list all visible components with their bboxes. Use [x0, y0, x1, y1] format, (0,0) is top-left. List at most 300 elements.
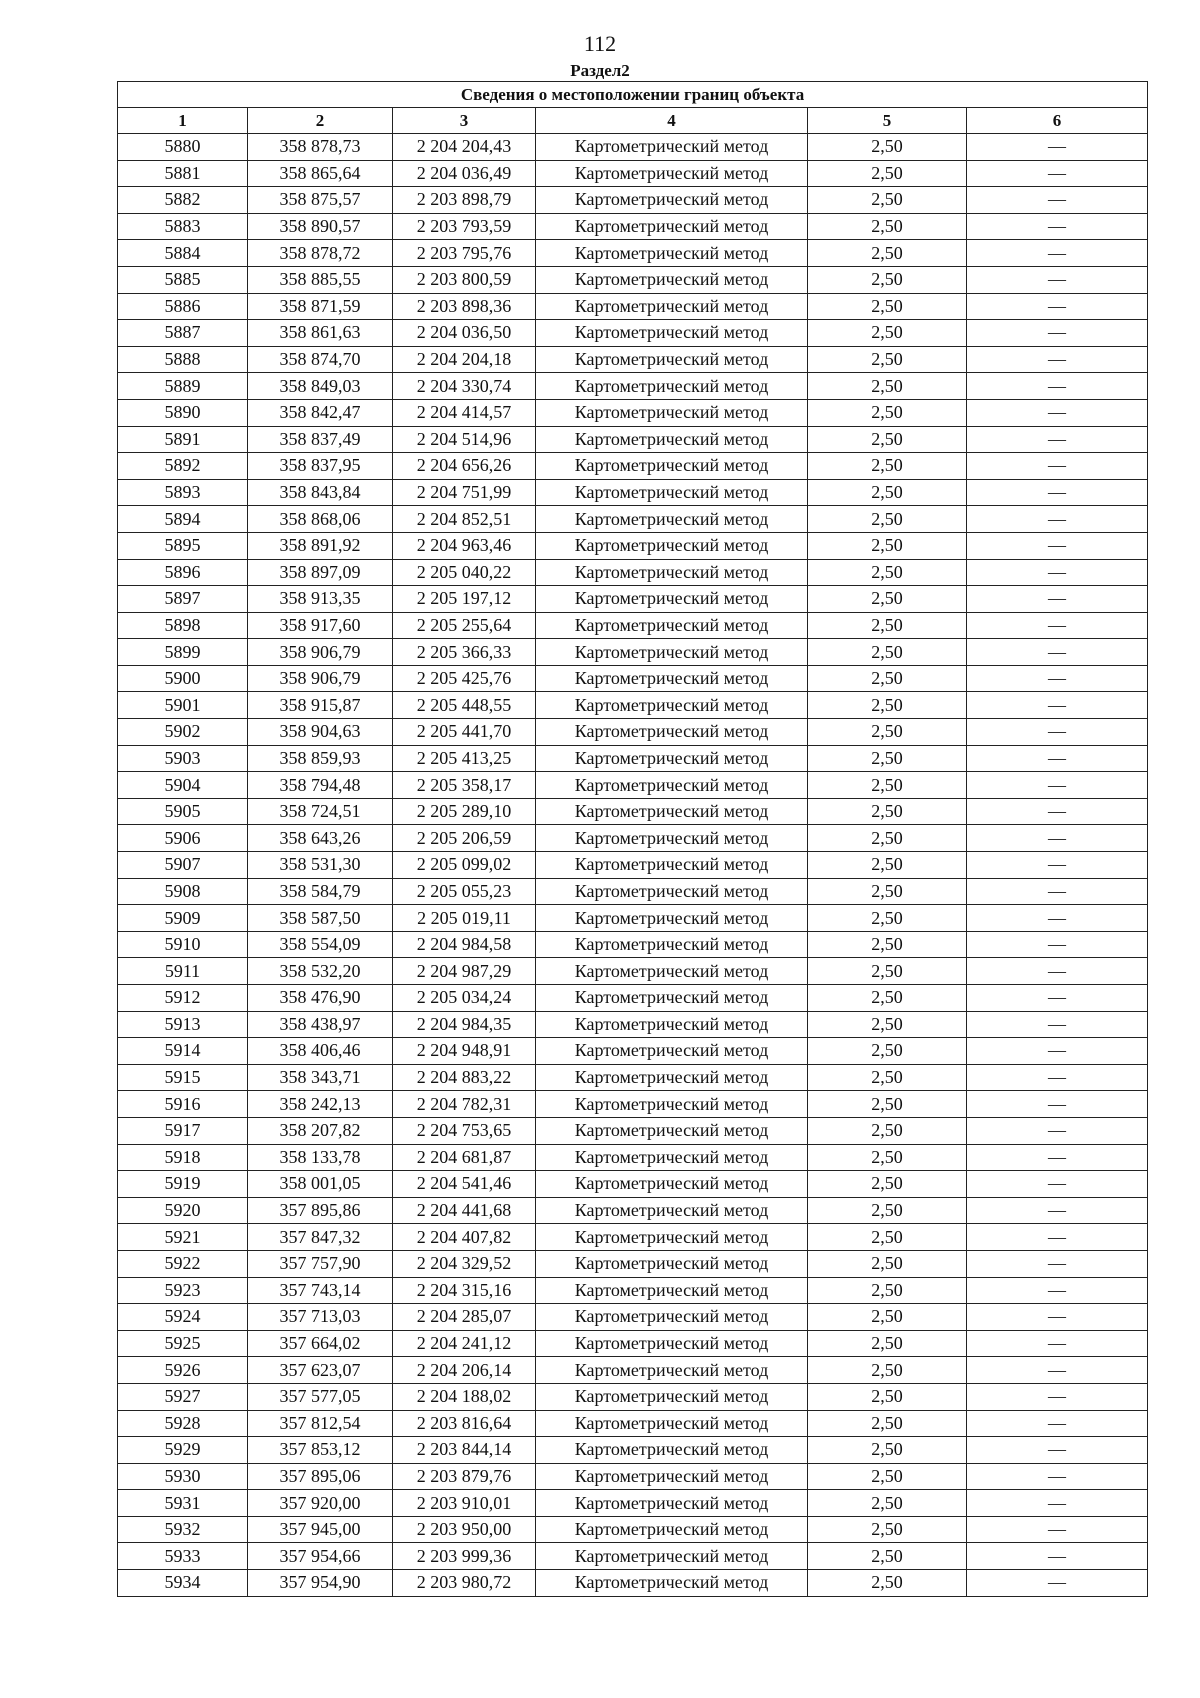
point-number-cell: 5904	[118, 772, 248, 799]
description-cell: —	[967, 1410, 1148, 1437]
table-row	[118, 1144, 1148, 1171]
point-number-cell: 5885	[118, 266, 248, 293]
point-number-cell: 5922	[118, 1250, 248, 1277]
accuracy-cell: 2,50	[808, 240, 967, 267]
description-cell: —	[967, 1463, 1148, 1490]
description-cell: —	[967, 958, 1148, 985]
point-number-cell: 5882	[118, 187, 248, 214]
x-coordinate-cell: 358 584,79	[248, 878, 393, 905]
table-row	[118, 905, 1148, 932]
y-coordinate-cell: 2 204 206,14	[393, 1357, 536, 1384]
method-cell: Картометрический метод	[536, 1197, 808, 1224]
y-coordinate-cell: 2 203 898,36	[393, 293, 536, 320]
accuracy-cell: 2,50	[808, 1277, 967, 1304]
method-cell: Картометрический метод	[536, 187, 808, 214]
description-cell: —	[967, 293, 1148, 320]
method-cell: Картометрический метод	[536, 1463, 808, 1490]
x-coordinate-cell: 358 874,70	[248, 346, 393, 373]
point-number-cell: 5927	[118, 1383, 248, 1410]
point-number-cell: 5908	[118, 878, 248, 905]
x-coordinate-cell: 358 875,57	[248, 187, 393, 214]
accuracy-cell: 2,50	[808, 506, 967, 533]
y-coordinate-cell: 2 205 366,33	[393, 639, 536, 666]
accuracy-cell: 2,50	[808, 134, 967, 161]
x-coordinate-cell: 358 913,35	[248, 586, 393, 613]
x-coordinate-cell: 358 476,90	[248, 985, 393, 1012]
point-number-cell: 5921	[118, 1224, 248, 1251]
point-number-cell: 5912	[118, 985, 248, 1012]
x-coordinate-cell: 358 865,64	[248, 160, 393, 187]
y-coordinate-cell: 2 203 910,01	[393, 1490, 536, 1517]
x-coordinate-cell: 358 917,60	[248, 612, 393, 639]
x-coordinate-cell: 358 794,48	[248, 772, 393, 799]
accuracy-cell: 2,50	[808, 798, 967, 825]
description-cell: —	[967, 665, 1148, 692]
description-cell: —	[967, 399, 1148, 426]
accuracy-cell: 2,50	[808, 1011, 967, 1038]
point-number-cell: 5929	[118, 1437, 248, 1464]
x-coordinate-cell: 357 895,06	[248, 1463, 393, 1490]
x-coordinate-cell: 358 897,09	[248, 559, 393, 586]
accuracy-cell: 2,50	[808, 1410, 967, 1437]
x-coordinate-cell: 357 895,86	[248, 1197, 393, 1224]
column-header: 5	[808, 108, 967, 134]
description-cell: —	[967, 878, 1148, 905]
method-cell: Картометрический метод	[536, 1117, 808, 1144]
table-row	[118, 692, 1148, 719]
description-cell: —	[967, 1250, 1148, 1277]
description-cell: —	[967, 1383, 1148, 1410]
table-row	[118, 506, 1148, 533]
point-number-cell: 5906	[118, 825, 248, 852]
method-cell: Картометрический метод	[536, 373, 808, 400]
accuracy-cell: 2,50	[808, 878, 967, 905]
y-coordinate-cell: 2 204 036,49	[393, 160, 536, 187]
point-number-cell: 5932	[118, 1516, 248, 1543]
description-cell: —	[967, 612, 1148, 639]
x-coordinate-cell: 358 849,03	[248, 373, 393, 400]
accuracy-cell: 2,50	[808, 1250, 967, 1277]
table-row	[118, 1277, 1148, 1304]
y-coordinate-cell: 2 204 241,12	[393, 1330, 536, 1357]
x-coordinate-cell: 357 853,12	[248, 1437, 393, 1464]
point-number-cell: 5910	[118, 931, 248, 958]
x-coordinate-cell: 358 868,06	[248, 506, 393, 533]
description-cell: —	[967, 506, 1148, 533]
accuracy-cell: 2,50	[808, 1064, 967, 1091]
table-row	[118, 1091, 1148, 1118]
point-number-cell: 5931	[118, 1490, 248, 1517]
x-coordinate-cell: 358 837,49	[248, 426, 393, 453]
point-number-cell: 5930	[118, 1463, 248, 1490]
x-coordinate-cell: 358 133,78	[248, 1144, 393, 1171]
table-row	[118, 1171, 1148, 1198]
method-cell: Картометрический метод	[536, 1437, 808, 1464]
point-number-cell: 5890	[118, 399, 248, 426]
description-cell: —	[967, 266, 1148, 293]
description-cell: —	[967, 1011, 1148, 1038]
table-row	[118, 1038, 1148, 1065]
point-number-cell: 5924	[118, 1304, 248, 1331]
y-coordinate-cell: 2 204 414,57	[393, 399, 536, 426]
table-row	[118, 745, 1148, 772]
x-coordinate-cell: 357 623,07	[248, 1357, 393, 1384]
accuracy-cell: 2,50	[808, 719, 967, 746]
point-number-cell: 5928	[118, 1410, 248, 1437]
table-row	[118, 293, 1148, 320]
table-row	[118, 931, 1148, 958]
y-coordinate-cell: 2 204 987,29	[393, 958, 536, 985]
method-cell: Картометрический метод	[536, 426, 808, 453]
accuracy-cell: 2,50	[808, 1543, 967, 1570]
y-coordinate-cell: 2 204 541,46	[393, 1171, 536, 1198]
method-cell: Картометрический метод	[536, 453, 808, 480]
description-cell: —	[967, 1570, 1148, 1597]
description-cell: —	[967, 745, 1148, 772]
description-cell: —	[967, 905, 1148, 932]
table-row	[118, 772, 1148, 799]
y-coordinate-cell: 2 205 255,64	[393, 612, 536, 639]
y-coordinate-cell: 2 204 514,96	[393, 426, 536, 453]
accuracy-cell: 2,50	[808, 426, 967, 453]
description-cell: —	[967, 1197, 1148, 1224]
table-row	[118, 1490, 1148, 1517]
description-cell: —	[967, 1224, 1148, 1251]
accuracy-cell: 2,50	[808, 346, 967, 373]
description-cell: —	[967, 719, 1148, 746]
table-row	[118, 1224, 1148, 1251]
method-cell: Картометрический метод	[536, 905, 808, 932]
table-row	[118, 266, 1148, 293]
method-cell: Картометрический метод	[536, 134, 808, 161]
description-cell: —	[967, 1490, 1148, 1517]
table-row	[118, 1197, 1148, 1224]
point-number-cell: 5905	[118, 798, 248, 825]
method-cell: Картометрический метод	[536, 852, 808, 879]
method-cell: Картометрический метод	[536, 1383, 808, 1410]
column-header: 2	[248, 108, 393, 134]
y-coordinate-cell: 2 205 358,17	[393, 772, 536, 799]
accuracy-cell: 2,50	[808, 745, 967, 772]
point-number-cell: 5895	[118, 532, 248, 559]
accuracy-cell: 2,50	[808, 1357, 967, 1384]
method-cell: Картометрический метод	[536, 399, 808, 426]
table-row	[118, 798, 1148, 825]
method-cell: Картометрический метод	[536, 160, 808, 187]
point-number-cell: 5887	[118, 320, 248, 347]
point-number-cell: 5914	[118, 1038, 248, 1065]
table-title-row	[118, 82, 1148, 108]
x-coordinate-cell: 358 438,97	[248, 1011, 393, 1038]
point-number-cell: 5915	[118, 1064, 248, 1091]
y-coordinate-cell: 2 203 879,76	[393, 1463, 536, 1490]
point-number-cell: 5898	[118, 612, 248, 639]
point-number-cell: 5889	[118, 373, 248, 400]
description-cell: —	[967, 187, 1148, 214]
y-coordinate-cell: 2 204 984,35	[393, 1011, 536, 1038]
table-row	[118, 639, 1148, 666]
point-number-cell: 5894	[118, 506, 248, 533]
point-number-cell: 5891	[118, 426, 248, 453]
method-cell: Картометрический метод	[536, 719, 808, 746]
accuracy-cell: 2,50	[808, 479, 967, 506]
description-cell: —	[967, 1543, 1148, 1570]
method-cell: Картометрический метод	[536, 213, 808, 240]
table-row	[118, 559, 1148, 586]
table-row	[118, 985, 1148, 1012]
accuracy-cell: 2,50	[808, 266, 967, 293]
table-row	[118, 878, 1148, 905]
x-coordinate-cell: 358 906,79	[248, 639, 393, 666]
x-coordinate-cell: 358 842,47	[248, 399, 393, 426]
table-row	[118, 1330, 1148, 1357]
accuracy-cell: 2,50	[808, 1144, 967, 1171]
table-row	[118, 213, 1148, 240]
column-header: 1	[118, 108, 248, 134]
method-cell: Картометрический метод	[536, 586, 808, 613]
point-number-cell: 5933	[118, 1543, 248, 1570]
description-cell: —	[967, 320, 1148, 347]
x-coordinate-cell: 358 906,79	[248, 665, 393, 692]
y-coordinate-cell: 2 204 315,16	[393, 1277, 536, 1304]
point-number-cell: 5917	[118, 1117, 248, 1144]
y-coordinate-cell: 2 203 980,72	[393, 1570, 536, 1597]
x-coordinate-cell: 357 920,00	[248, 1490, 393, 1517]
description-cell: —	[967, 798, 1148, 825]
method-cell: Картометрический метод	[536, 1490, 808, 1517]
y-coordinate-cell: 2 205 099,02	[393, 852, 536, 879]
description-cell: —	[967, 931, 1148, 958]
accuracy-cell: 2,50	[808, 1197, 967, 1224]
description-cell: —	[967, 852, 1148, 879]
accuracy-cell: 2,50	[808, 532, 967, 559]
point-number-cell: 5900	[118, 665, 248, 692]
x-coordinate-cell: 357 954,90	[248, 1570, 393, 1597]
table-row	[118, 1410, 1148, 1437]
table-row	[118, 1117, 1148, 1144]
y-coordinate-cell: 2 205 197,12	[393, 586, 536, 613]
point-number-cell: 5893	[118, 479, 248, 506]
point-number-cell: 5881	[118, 160, 248, 187]
method-cell: Картометрический метод	[536, 692, 808, 719]
accuracy-cell: 2,50	[808, 612, 967, 639]
x-coordinate-cell: 358 643,26	[248, 825, 393, 852]
table-row	[118, 532, 1148, 559]
accuracy-cell: 2,50	[808, 559, 967, 586]
accuracy-cell: 2,50	[808, 1038, 967, 1065]
description-cell: —	[967, 1437, 1148, 1464]
table-row	[118, 426, 1148, 453]
description-cell: —	[967, 1091, 1148, 1118]
x-coordinate-cell: 358 843,84	[248, 479, 393, 506]
point-number-cell: 5907	[118, 852, 248, 879]
x-coordinate-cell: 358 406,46	[248, 1038, 393, 1065]
y-coordinate-cell: 2 204 036,50	[393, 320, 536, 347]
method-cell: Картометрический метод	[536, 1516, 808, 1543]
table-row	[118, 1250, 1148, 1277]
x-coordinate-cell: 357 664,02	[248, 1330, 393, 1357]
table-row	[118, 1570, 1148, 1597]
boundary-coordinates-table	[117, 81, 1148, 1597]
accuracy-cell: 2,50	[808, 213, 967, 240]
x-coordinate-cell: 358 878,73	[248, 134, 393, 161]
description-cell: —	[967, 213, 1148, 240]
method-cell: Картометрический метод	[536, 240, 808, 267]
table-title: Сведения о местоположении границ объекта	[118, 82, 1148, 108]
x-coordinate-cell: 357 847,32	[248, 1224, 393, 1251]
point-number-cell: 5888	[118, 346, 248, 373]
description-cell: —	[967, 346, 1148, 373]
x-coordinate-cell: 358 915,87	[248, 692, 393, 719]
accuracy-cell: 2,50	[808, 1570, 967, 1597]
section-label: Раздел2	[570, 61, 630, 80]
x-coordinate-cell: 358 837,95	[248, 453, 393, 480]
x-coordinate-cell: 358 724,51	[248, 798, 393, 825]
table-row	[118, 825, 1148, 852]
point-number-cell: 5934	[118, 1570, 248, 1597]
table-row	[118, 1543, 1148, 1570]
y-coordinate-cell: 2 204 188,02	[393, 1383, 536, 1410]
method-cell: Картометрический метод	[536, 1304, 808, 1331]
method-cell: Картометрический метод	[536, 1038, 808, 1065]
x-coordinate-cell: 358 242,13	[248, 1091, 393, 1118]
description-cell: —	[967, 772, 1148, 799]
point-number-cell: 5919	[118, 1171, 248, 1198]
point-number-cell: 5909	[118, 905, 248, 932]
table-row	[118, 852, 1148, 879]
y-coordinate-cell: 2 204 330,74	[393, 373, 536, 400]
method-cell: Картометрический метод	[536, 958, 808, 985]
y-coordinate-cell: 2 204 883,22	[393, 1064, 536, 1091]
method-cell: Картометрический метод	[536, 878, 808, 905]
description-cell: —	[967, 1357, 1148, 1384]
table-body	[118, 134, 1148, 1597]
description-cell: —	[967, 985, 1148, 1012]
description-cell: —	[967, 559, 1148, 586]
y-coordinate-cell: 2 204 656,26	[393, 453, 536, 480]
y-coordinate-cell: 2 205 055,23	[393, 878, 536, 905]
point-number-cell: 5918	[118, 1144, 248, 1171]
method-cell: Картометрический метод	[536, 559, 808, 586]
y-coordinate-cell: 2 205 034,24	[393, 985, 536, 1012]
table-row	[118, 1516, 1148, 1543]
y-coordinate-cell: 2 203 795,76	[393, 240, 536, 267]
point-number-cell: 5899	[118, 639, 248, 666]
accuracy-cell: 2,50	[808, 1224, 967, 1251]
accuracy-cell: 2,50	[808, 1383, 967, 1410]
accuracy-cell: 2,50	[808, 373, 967, 400]
accuracy-cell: 2,50	[808, 931, 967, 958]
y-coordinate-cell: 2 205 448,55	[393, 692, 536, 719]
accuracy-cell: 2,50	[808, 586, 967, 613]
y-coordinate-cell: 2 203 816,64	[393, 1410, 536, 1437]
x-coordinate-cell: 358 531,30	[248, 852, 393, 879]
description-cell: —	[967, 639, 1148, 666]
method-cell: Картометрический метод	[536, 1171, 808, 1198]
description-cell: —	[967, 1330, 1148, 1357]
method-cell: Картометрический метод	[536, 1410, 808, 1437]
method-cell: Картометрический метод	[536, 825, 808, 852]
point-number-cell: 5883	[118, 213, 248, 240]
method-cell: Картометрический метод	[536, 1570, 808, 1597]
description-cell: —	[967, 426, 1148, 453]
x-coordinate-cell: 358 904,63	[248, 719, 393, 746]
x-coordinate-cell: 358 532,20	[248, 958, 393, 985]
accuracy-cell: 2,50	[808, 453, 967, 480]
y-coordinate-cell: 2 203 844,14	[393, 1437, 536, 1464]
table-row	[118, 320, 1148, 347]
x-coordinate-cell: 358 891,92	[248, 532, 393, 559]
table-row	[118, 453, 1148, 480]
column-number-row	[118, 108, 1148, 134]
table-row	[118, 586, 1148, 613]
table-row	[118, 719, 1148, 746]
accuracy-cell: 2,50	[808, 1463, 967, 1490]
description-cell: —	[967, 1516, 1148, 1543]
page-number: 112	[583, 31, 617, 56]
method-cell: Картометрический метод	[536, 1330, 808, 1357]
accuracy-cell: 2,50	[808, 1437, 967, 1464]
point-number-cell: 5892	[118, 453, 248, 480]
method-cell: Картометрический метод	[536, 1543, 808, 1570]
method-cell: Картометрический метод	[536, 931, 808, 958]
y-coordinate-cell: 2 204 681,87	[393, 1144, 536, 1171]
method-cell: Картометрический метод	[536, 665, 808, 692]
point-number-cell: 5923	[118, 1277, 248, 1304]
y-coordinate-cell: 2 203 999,36	[393, 1543, 536, 1570]
y-coordinate-cell: 2 204 441,68	[393, 1197, 536, 1224]
method-cell: Картометрический метод	[536, 1277, 808, 1304]
y-coordinate-cell: 2 205 040,22	[393, 559, 536, 586]
y-coordinate-cell: 2 205 413,25	[393, 745, 536, 772]
y-coordinate-cell: 2 204 984,58	[393, 931, 536, 958]
x-coordinate-cell: 358 343,71	[248, 1064, 393, 1091]
method-cell: Картометрический метод	[536, 639, 808, 666]
column-header: 4	[536, 108, 808, 134]
x-coordinate-cell: 358 885,55	[248, 266, 393, 293]
table-row	[118, 958, 1148, 985]
description-cell: —	[967, 586, 1148, 613]
accuracy-cell: 2,50	[808, 187, 967, 214]
description-cell: —	[967, 1277, 1148, 1304]
accuracy-cell: 2,50	[808, 1171, 967, 1198]
method-cell: Картометрический метод	[536, 266, 808, 293]
method-cell: Картометрический метод	[536, 346, 808, 373]
method-cell: Картометрический метод	[536, 772, 808, 799]
description-cell: —	[967, 240, 1148, 267]
y-coordinate-cell: 2 204 753,65	[393, 1117, 536, 1144]
point-number-cell: 5925	[118, 1330, 248, 1357]
accuracy-cell: 2,50	[808, 1490, 967, 1517]
x-coordinate-cell: 357 954,66	[248, 1543, 393, 1570]
point-number-cell: 5896	[118, 559, 248, 586]
table-row	[118, 1357, 1148, 1384]
method-cell: Картометрический метод	[536, 612, 808, 639]
description-cell: —	[967, 160, 1148, 187]
description-cell: —	[967, 134, 1148, 161]
x-coordinate-cell: 358 554,09	[248, 931, 393, 958]
table-row	[118, 187, 1148, 214]
point-number-cell: 5886	[118, 293, 248, 320]
y-coordinate-cell: 2 204 285,07	[393, 1304, 536, 1331]
description-cell: —	[967, 692, 1148, 719]
method-cell: Картометрический метод	[536, 985, 808, 1012]
y-coordinate-cell: 2 205 289,10	[393, 798, 536, 825]
y-coordinate-cell: 2 204 782,31	[393, 1091, 536, 1118]
table-row	[118, 240, 1148, 267]
description-cell: —	[967, 373, 1148, 400]
method-cell: Картометрический метод	[536, 798, 808, 825]
